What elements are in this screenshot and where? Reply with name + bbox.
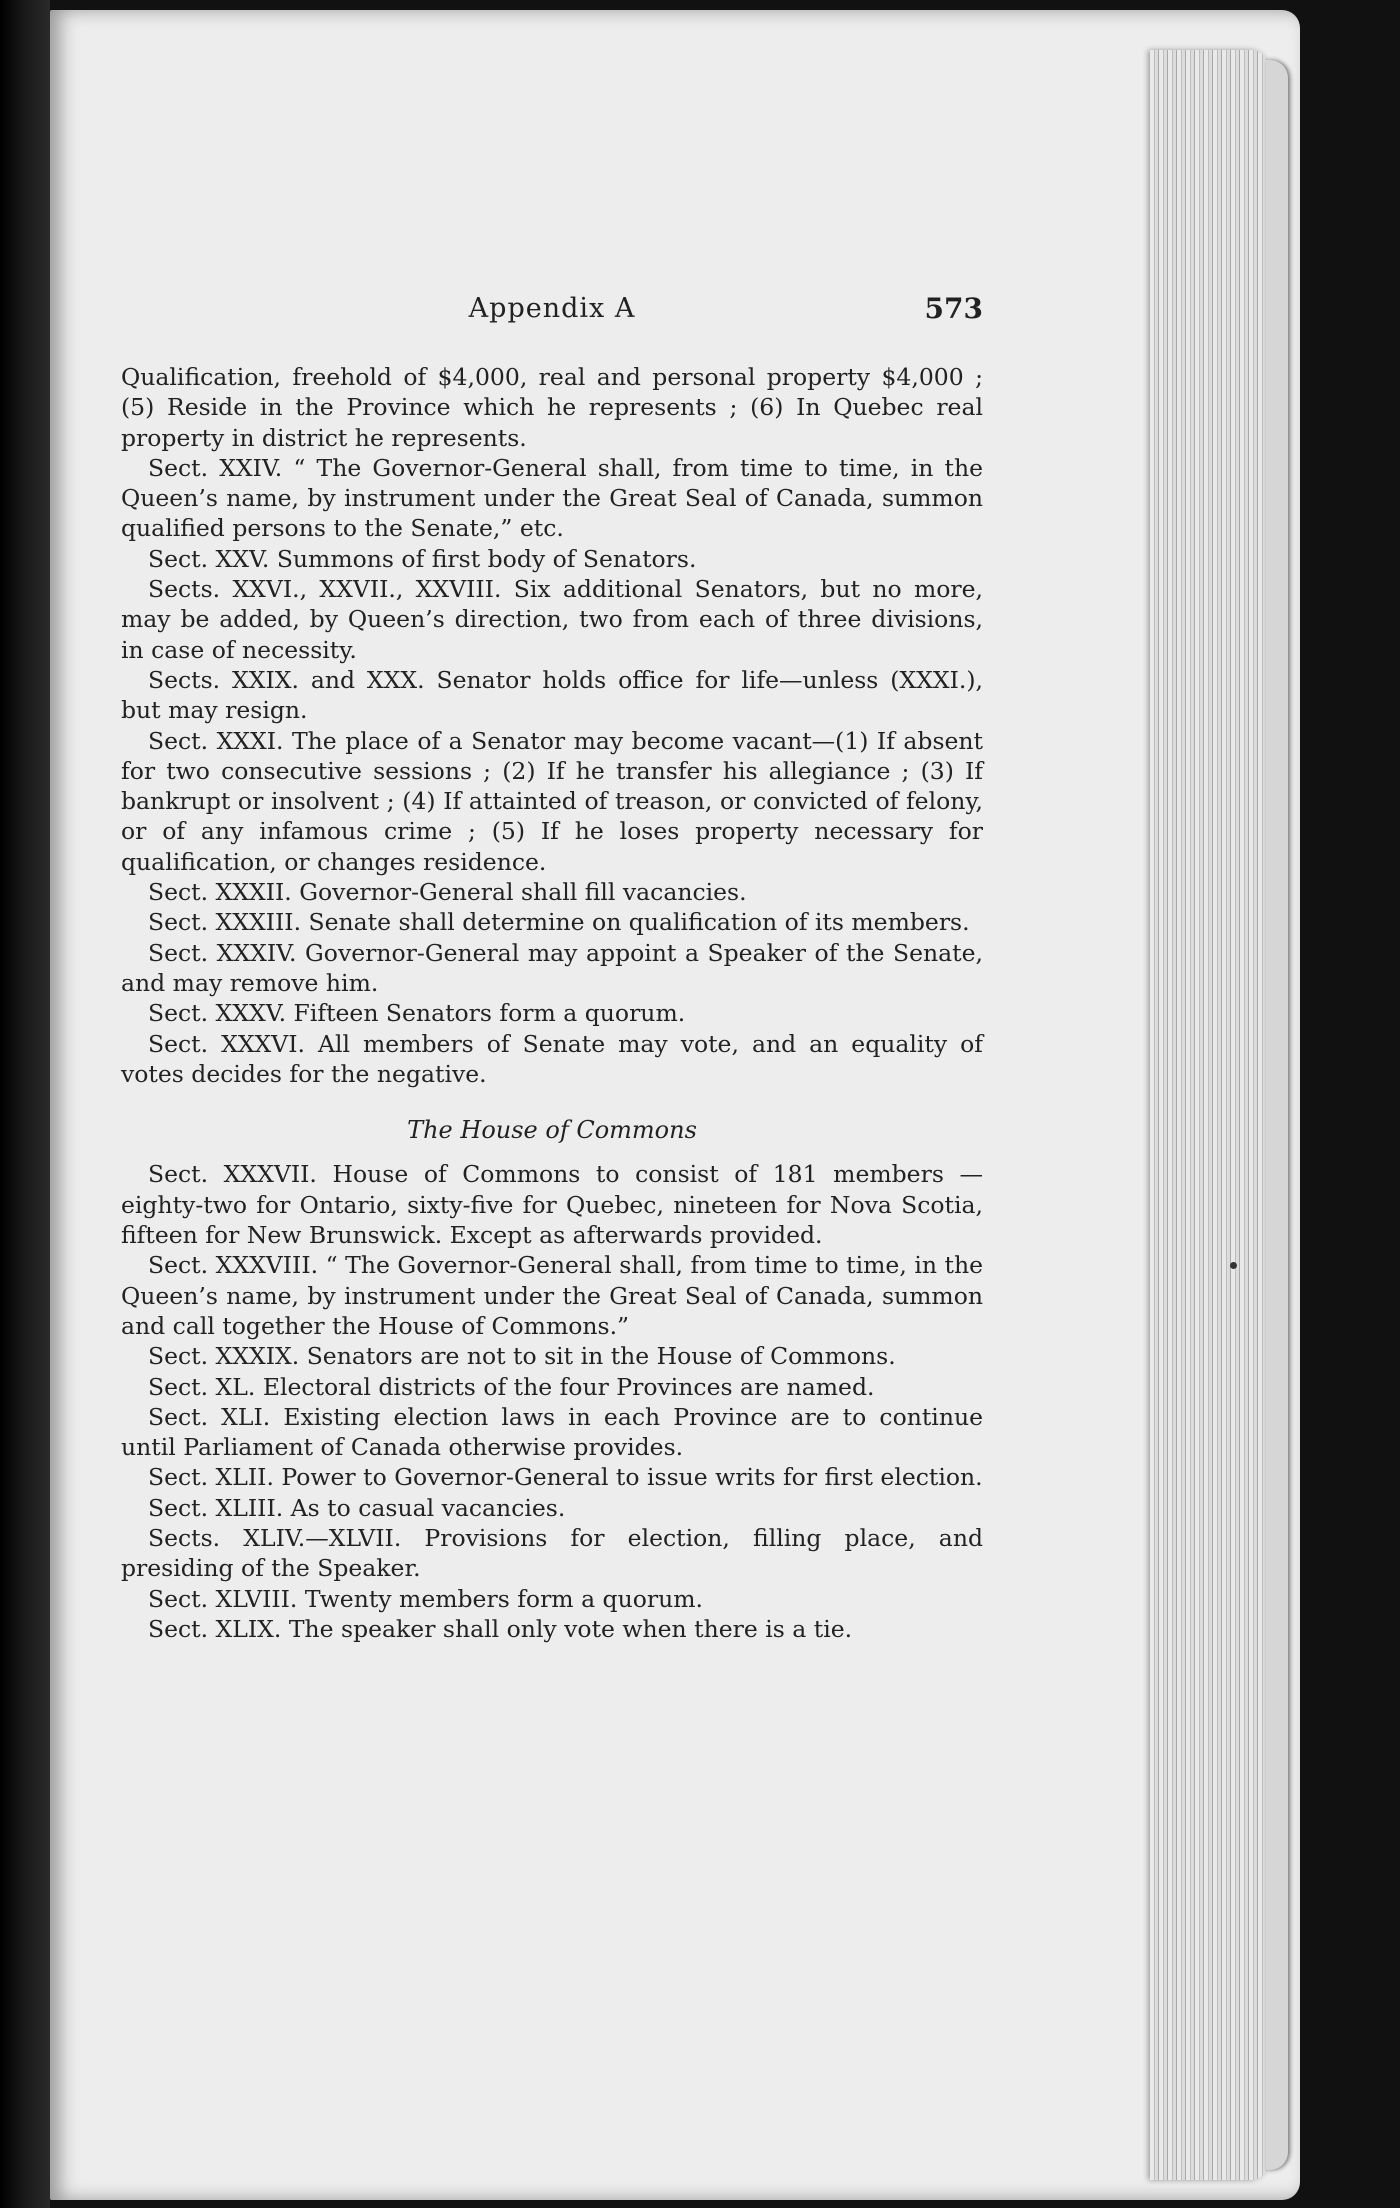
paragraph: Sect. XLIII. As to casual vacancies. bbox=[148, 1493, 566, 1522]
commons-sections bbox=[121, 1159, 983, 1644]
running-head bbox=[121, 290, 983, 330]
paragraph: Sect. XLII. Power to Governor-General to issue writs for first election. bbox=[148, 1463, 983, 1492]
section-heading: The House of Commons bbox=[407, 1116, 697, 1145]
paragraph: Sect. XXV. Summons of first body of Senators. bbox=[148, 544, 697, 573]
senate-sections bbox=[121, 362, 983, 1089]
paragraph: Sect. XXIV. “ The Governor-General shall, from time to time, in the Queen’s name, by instrument under the Great Seal of Canada, summon qualified persons to the Senate,” etc. bbox=[121, 453, 983, 543]
paragraph: Sect. XXXII. Governor-General shall fill vacancies. bbox=[148, 878, 747, 907]
paragraph: Sect. XLI. Existing election laws in each Province are to continue until Parliament of Canada otherwise provides. bbox=[121, 1402, 983, 1462]
paragraph: Sects. XLIV.—XLVII. Provisions for election, filling place, and presiding of the Speaker. bbox=[121, 1523, 983, 1583]
paragraph: Sect. XLVIII. Twenty members form a quorum. bbox=[148, 1584, 703, 1613]
page-edges bbox=[1150, 50, 1270, 2180]
paragraph: Sect. XXXVI. All members of Senate may vote, and an equality of votes decides for the negative. bbox=[121, 1029, 983, 1088]
paragraph: Qualification, freehold of $4,000, real and personal property $4,000 ; (5) Reside in the Province which he represents ; (6) In Quebec real property in district he represents. bbox=[121, 363, 983, 452]
paragraph: Sects. XXIX. and XXX. Senator holds office for life—unless (XXXI.), but may resign. bbox=[121, 665, 983, 725]
page-speck bbox=[1230, 1262, 1237, 1269]
paragraph: Sect. XXXV. Fifteen Senators form a quorum. bbox=[148, 999, 686, 1028]
paragraph: Sects. XXVI., XXVII., XXVIII. Six additional Senators, but no more, may be added, by Queen’s direction, two from each of three divisions, in case of necessity. bbox=[121, 575, 983, 664]
running-title: Appendix A bbox=[468, 293, 636, 324]
paragraph: Sect. XXXVIII. “ The Governor-General shall, from time to time, in the Queen’s name, by instrument under the Great Seal of Canada, summon and call together the House of Commons.” bbox=[121, 1251, 983, 1340]
paragraph: Sect. XLIX. The speaker shall only vote when there is a tie. bbox=[148, 1614, 853, 1643]
adjacent-page-edge bbox=[0, 0, 50, 2208]
paragraph: Sect. XL. Electoral districts of the four Provinces are named. bbox=[148, 1372, 875, 1401]
page-number: 573 bbox=[924, 292, 983, 325]
paragraph: Sect. XXXVII. House of Commons to consist of 181 members —eighty-two for Ontario, sixty-five for Quebec, nineteen for Nova Scotia, fifteen for New Brunswick. Except as afterwards provided. bbox=[121, 1160, 983, 1250]
paragraph: Sect. XXXI. The place of a Senator may become vacant—(1) If absent for two consecutive sessions ; (2) If he transfer his allegiance ; (3) If bankrupt or insolvent ; (4) If attainted of treason, or convicted of felony, or of any infamous crime ; (5) If he loses property necessary for qualification, or changes residence. bbox=[121, 726, 983, 876]
page-text bbox=[121, 290, 983, 1644]
paragraph: Sect. XXXIV. Governor-General may appoint a Speaker of the Senate, and may remove him. bbox=[121, 938, 983, 997]
paragraph: Sect. XXXIX. Senators are not to sit in the House of Commons. bbox=[148, 1342, 896, 1371]
paragraph: Sect. XXXIII. Senate shall determine on qualification of its members. bbox=[148, 908, 970, 937]
